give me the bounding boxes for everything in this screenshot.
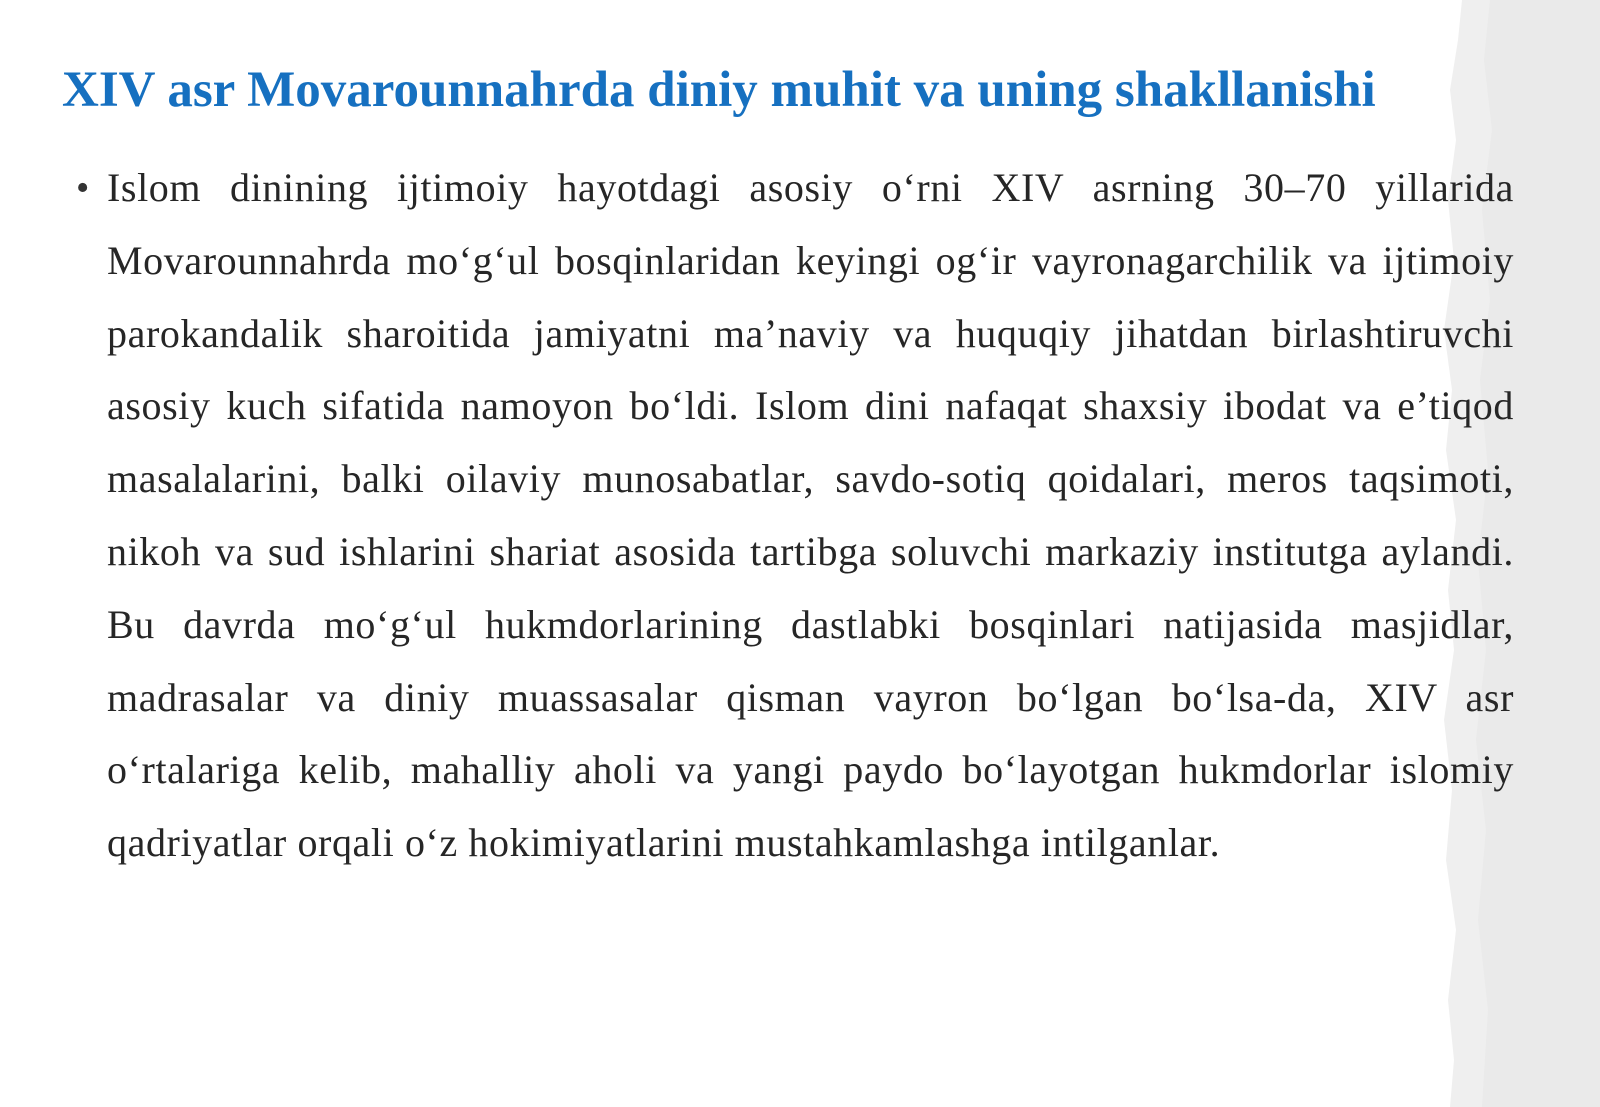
bullet-dot-icon: • — [76, 167, 90, 209]
bullet-paragraph: Islom dinining ijtimoiy hayotdagi asosiy o‘rni XIV asrning 30–70 yillarida Movarounnahrda mo‘g‘ul bosqinlaridan keyingi og‘ir vayronagarchilik va ijtimoiy parokandalik sharoitida jamiyatni ma’naviy va huquqiy jihatdan birlashtiruvchi asosiy kuch sifatida namoyon bo‘ldi. Islom dini nafaqat shaxsiy ibodat va e’tiqod masalalarini, balki oilaviy munosabatlar, savdo-sotiq qoidalari, meros taqsimoti, nikoh va sud ishlarini shariat asosida tartibga soluvchi markaziy institutga aylandi. Bu davrda mo‘g‘ul hukmdorlarining dastlabki bosqinlari natijasida masjidlar, madrasalar va diniy muassasalar qisman vayron bo‘lgan bo‘lsa-da, XIV asr o‘rtalariga kelib, mahalliy aholi va yangi paydo bo‘layotgan hukmdorlar islomiy qadriyatlar orqali o‘z hokimiyatlarini mustahkamlashga intilganlar. — [107, 165, 1514, 866]
bullet-list — [72, 152, 1514, 880]
slide-title: XIV asr Movarounnahrda diniy muhit va uning shakllanishi — [62, 62, 1376, 118]
